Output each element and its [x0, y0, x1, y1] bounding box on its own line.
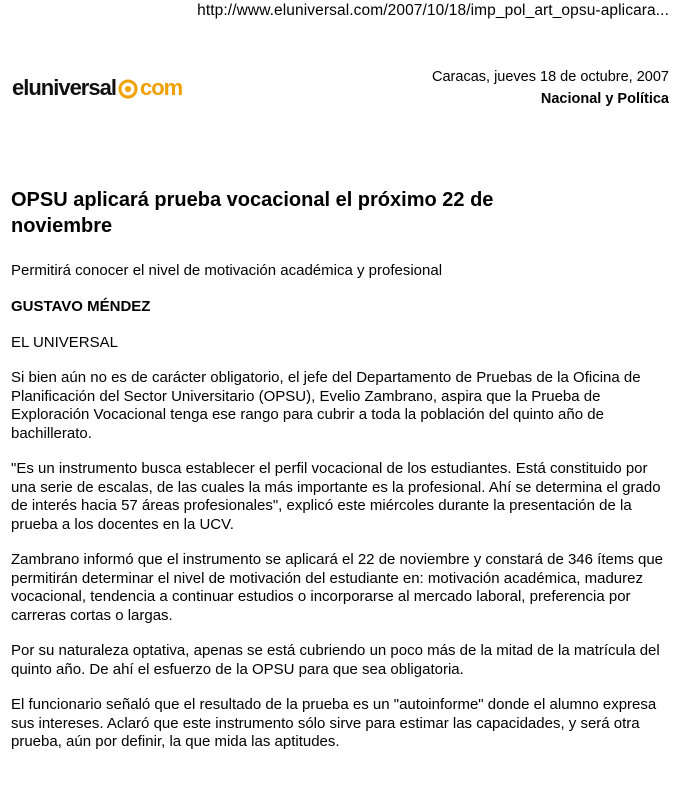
article	[11, 187, 671, 752]
publication-date: Caracas, jueves 18 de octubre, 2007	[432, 69, 669, 85]
logo-com-text: com	[139, 75, 183, 100]
article-author: GUSTAVO MÉNDEZ	[11, 298, 151, 315]
eluniversal-logo	[12, 70, 182, 106]
logo-text: eluniversal	[12, 75, 116, 100]
article-paragraph: El funcionario señaló que el resultado de la prueba es un "autoinforme" donde el alumno expresa sus intereses. Aclaró que este instrumento sólo sirve para estimar las capacidades, y será otra prueba, aún por definir, la que mida las aptitudes.	[11, 696, 657, 750]
page-url: http://www.eluniversal.com/2007/10/18/imp_pol_art_opsu-aplicara...	[197, 2, 669, 19]
article-paragraph: Zambrano informó que el instrumento se aplicará el 22 de noviembre y constará de 346 ítems que permitirán determinar el nivel de motivación del estudiante en: motivación académica, madurez vocacional, tendencia a continuar estudios o incorporarse al mercado laboral, preferencia por carreras cortas o largas.	[11, 551, 664, 624]
article-title: OPSU aplicará prueba vocacional el próximo 22 de noviembre	[11, 189, 494, 237]
section-name: Nacional y Política	[540, 91, 669, 107]
article-source: EL UNIVERSAL	[11, 334, 118, 351]
article-paragraph: "Es un instrumento busca establecer el perfil vocacional de los estudiantes. Está constituido por una serie de escalas, de las cuales la más importante es la profesional. Ahí se determina el grado de interés hacia 57 áreas profesionales", explicó este miércoles durante la presentación de la prueba a los docentes en la UCV.	[11, 460, 661, 533]
article-paragraph: Si bien aún no es de carácter obligatorio, el jefe del Departamento de Pruebas de la Oficina de Planificación del Sector Universitario (OPSU), Evelio Zambrano, aspira que la Prueba de Exploración Vocacional tenga ese rango para cubrir a toda la población del quinto año de bachillerato.	[11, 369, 641, 442]
article-paragraph: Por su naturaleza optativa, apenas se está cubriendo un poco más de la mitad de la matrícula del quinto año. De ahí el esfuerzo de la OPSU para que sea obligatoria.	[11, 642, 660, 678]
logo-dot-icon	[117, 77, 139, 99]
article-subtitle: Permitirá conocer el nivel de motivación académica y profesional	[11, 262, 443, 279]
